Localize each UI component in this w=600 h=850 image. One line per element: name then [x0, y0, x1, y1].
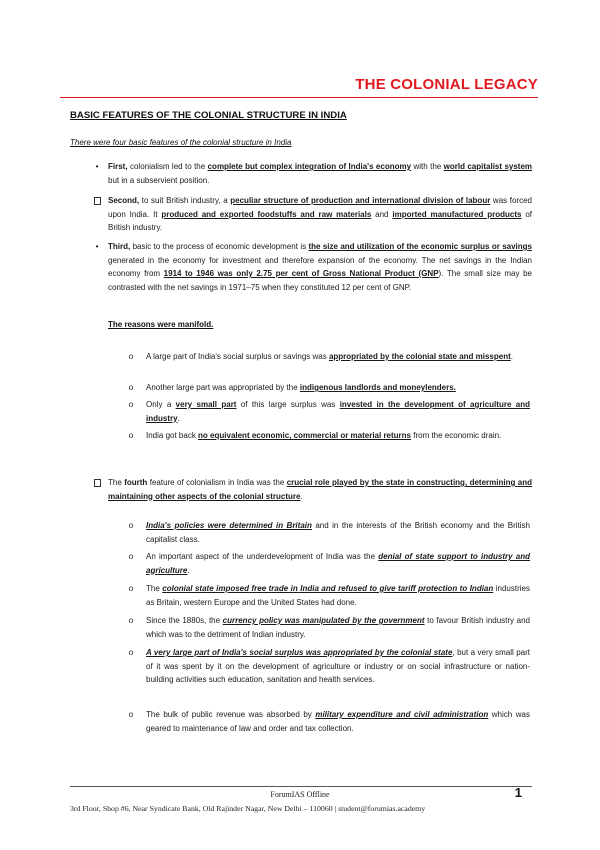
list-item: o Only a very small part of this large surplus was invested in the development of agriculture and industry.	[146, 398, 530, 425]
section-heading: BASIC FEATURES OF THE COLONIAL STRUCTURE IN INDIA	[70, 110, 347, 121]
circle-bullet-icon: o	[128, 616, 134, 625]
footer-brand: ForumIAS Offline	[270, 790, 330, 799]
list-item: o Since the 1880s, the currency policy was manipulated by the government to favour British industry and which was to the detriment of Indian industry.	[146, 614, 530, 641]
bullet-icon: •	[95, 162, 99, 171]
feature-fourth: The fourth feature of colonialism in India was the crucial role played by the state in constructing, determining and maintaining other aspects of the colonial structure.	[108, 476, 532, 503]
page-title: THE COLONIAL LEGACY	[355, 76, 538, 93]
circle-bullet-icon: o	[128, 352, 134, 361]
reasons-heading: The reasons were manifold.	[108, 320, 214, 329]
feature-third: • Third, basic to the process of economic development is the size and utilization of the economic surplus or savings generated in the economy for investment and therefore expansion of the economy. The net savings in the Indian economy from 1914 to 1946 was only 2.75 per cent of Gross National Product (GNP). The small size may be contrasted with the net savings in 1971–75 when they constituted 12 per cent of GNP.	[108, 240, 532, 294]
footer-address: 3rd Floor, Shop #6, Near Syndicate Bank, Old Rajinder Nagar, New Delhi – 110060 | student@forumias.academy	[70, 804, 426, 813]
list-item: o A very large part of India's social surplus was appropriated by the colonial state, but a very small part of it was spent by it on the development of agriculture or industry or on social infrastructure or nation-building activities such education, sanitation and health services.	[146, 646, 530, 687]
circle-bullet-icon: o	[128, 584, 134, 593]
square-bullet-icon	[92, 476, 102, 492]
circle-bullet-icon: o	[128, 710, 134, 719]
list-item: o The bulk of public revenue was absorbed by military expenditure and civil administration which was geared to maintenance of law and order and tax collection.	[146, 708, 530, 735]
list-item: o India's policies were determined in Britain and in the interests of the British economy and the British capitalist class.	[146, 519, 530, 546]
circle-bullet-icon: o	[128, 400, 134, 409]
page-number: 1	[514, 785, 522, 800]
intro-text: There were four basic features of the colonial structure in India	[70, 138, 292, 147]
feature-second: Second, to suit British industry, a peculiar structure of production and international division of labour was forced upon India. It produced and exported foodstuffs and raw materials and imported manufactured products of British industry.	[108, 194, 532, 235]
bullet-icon: •	[95, 242, 99, 251]
list-item: o Another large part was appropriated by the indigenous landlords and moneylenders.	[146, 381, 530, 395]
circle-bullet-icon: o	[128, 431, 134, 440]
square-bullet-icon	[92, 194, 102, 210]
circle-bullet-icon: o	[128, 521, 134, 530]
circle-bullet-icon: o	[128, 552, 134, 561]
list-item: o The colonial state imposed free trade in India and refused to give tariff protection to Indian industries as Britain, western Europe and the United States had done.	[146, 582, 530, 609]
circle-bullet-icon: o	[128, 383, 134, 392]
circle-bullet-icon: o	[128, 648, 134, 657]
list-item: o India got back no equivalent economic, commercial or material returns from the economic drain.	[146, 429, 530, 443]
footer-divider	[70, 786, 532, 787]
feature-first: • First, colonialism led to the complete but complex integration of India's economy with the world capitalist system but in a subservient position.	[108, 160, 532, 187]
list-item: o An important aspect of the underdevelopment of India was the denial of state support to industry and agriculture.	[146, 550, 530, 577]
title-divider	[60, 97, 538, 98]
list-item: o A large part of India's social surplus or savings was appropriated by the colonial state and misspent.	[146, 350, 530, 364]
